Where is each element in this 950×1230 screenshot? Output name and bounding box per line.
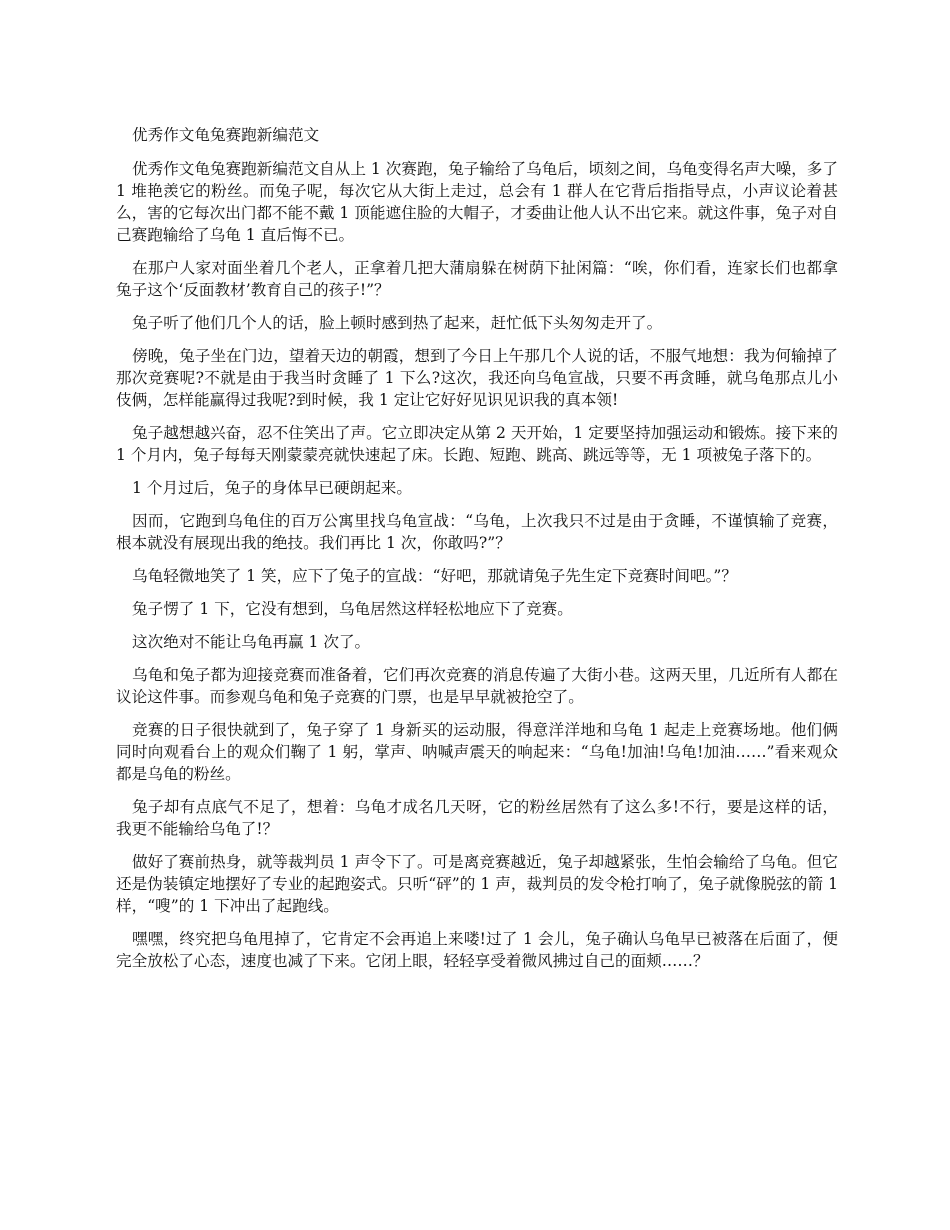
paragraph: 这次绝对不能让乌龟再赢 1 次了。: [132, 633, 371, 651]
paragraph: 在那户人家对面坐着几个老人，正拿着几把大蒲扇躲在树荫下扯闲篇：“唉，你们看，连家长们也都拿兔子这个‘反面教材’教育自己的孩子!”？: [116, 259, 838, 299]
paragraph: 乌龟和兔子都为迎接竞赛而准备着，它们再次竞赛的消息传遍了大街小巷。这两天里，几近所有人都在议论这件事。而参观乌龟和兔子竞赛的门票，也是早早就被抢空了。: [116, 666, 838, 706]
paragraph: 兔子愣了 1 下，它没有想到，乌龟居然这样轻松地应下了竞赛。: [132, 600, 573, 618]
document-page: [116, 124, 838, 983]
paragraph: 兔子却有点底气不足了，想着：乌龟才成名几天呀，它的粉丝居然有了这么多!不行，要是这样的话，我更不能输给乌龟了!？: [116, 798, 838, 838]
document-title: 优秀作文龟兔赛跑新编范文: [132, 126, 320, 144]
paragraph: 兔子听了他们几个人的话，脸上顿时感到热了起来，赶忙低下头匆匆走开了。: [132, 314, 663, 332]
paragraph: 优秀作文龟兔赛跑新编范文自从上 1 次赛跑，兔子输给了乌龟后，顷刻之间，乌龟变得名声大噪，多了 1 堆艳羡它的粉丝。而兔子呢，每次它从大街上走过，总会有 1 群人在它背后指指导点，小声议论着甚么，害的它每次出门都不能不戴 1 顶能遮住脸的大帽子，才委曲让他人认不出它来。就这件事，兔子对自己赛跑输给了乌龟 1 直后悔不已。: [116, 160, 838, 244]
paragraph: 乌龟轻微地笑了 1 笑，应下了兔子的宣战：“好吧，那就请兔子先生定下竞赛时间吧。”？: [132, 567, 737, 585]
paragraph: 1 个月过后，兔子的身体早已硬朗起来。: [132, 479, 412, 497]
paragraph: 因而，它跑到乌龟住的百万公寓里找乌龟宣战：“乌龟，上次我只不过是由于贪睡，不谨慎输了竞赛，根本就没有展现出我的绝技。我们再比 1 次，你敢吗?”？: [116, 512, 838, 552]
paragraph: 竞赛的日子很快就到了，兔子穿了 1 身新买的运动服，得意洋洋地和乌龟 1 起走上竞赛场地。他们俩同时向观看台上的观众们鞠了 1 躬，掌声、呐喊声震天的响起来：“乌龟!加油!乌龟!加油……”看来观众都是乌龟的粉丝。: [116, 721, 838, 783]
paragraph: 嘿嘿，终究把乌龟甩掉了，它肯定不会再追上来喽!过了 1 会儿，兔子确认乌龟早已被落在后面了，便完全放松了心态，速度也减了下来。它闭上眼，轻轻享受着微风拂过自己的面颊……？: [116, 930, 838, 970]
paragraph: 做好了赛前热身，就等裁判员 1 声令下了。可是离竞赛越近，兔子却越紧张，生怕会输给了乌龟。但它还是伪装镇定地摆好了专业的起跑姿式。只听“砰”的 1 声，裁判员的发令枪打响了，兔子就像脱弦的箭 1 样，“嗖”的 1 下冲出了起跑线。: [116, 853, 838, 915]
paragraph: 兔子越想越兴奋，忍不住笑出了声。它立即决定从第 2 天开始，1 定要坚持加强运动和锻炼。接下来的 1 个月内，兔子每每天刚蒙蒙亮就快速起了床。长跑、短跑、跳高、跳远等等，无 1 项被兔子落下的。: [116, 424, 838, 464]
paragraph: 傍晚，兔子坐在门边，望着天边的朝霞，想到了今日上午那几个人说的话，不服气地想：我为何输掉了那次竞赛呢?不就是由于我当时贪睡了 1 下么?这次，我还向乌龟宣战，只要不再贪睡，就乌龟那点儿小伎俩，怎样能赢得过我呢?到时候，我 1 定让它好好见识见识我的真本领!: [116, 347, 838, 409]
